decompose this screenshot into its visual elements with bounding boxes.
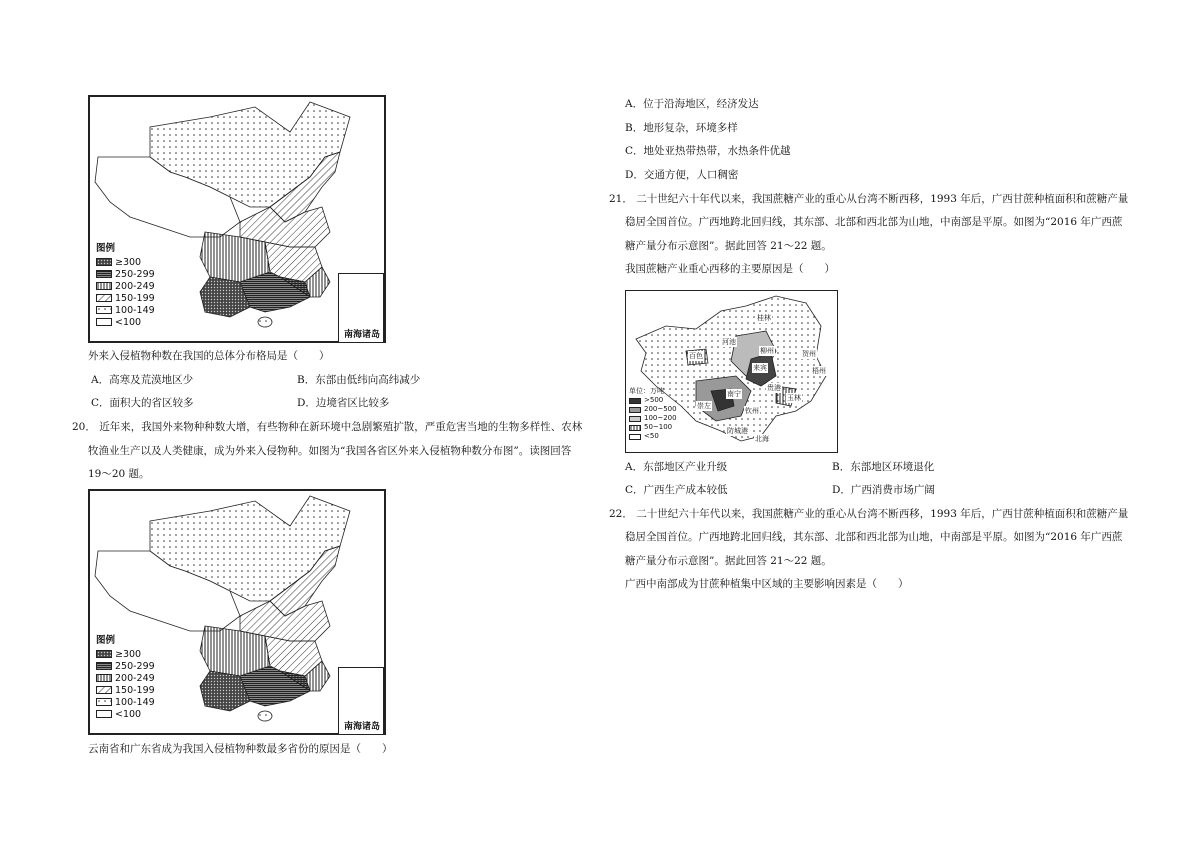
q20-option-b: B．地形复杂，环境多样 bbox=[625, 122, 738, 134]
map2-legend-title: 图例 bbox=[96, 635, 116, 646]
map2-legend bbox=[96, 632, 155, 720]
city-label: 玉林 bbox=[787, 394, 801, 402]
legend-item bbox=[96, 708, 155, 720]
city-label: 防城港 bbox=[727, 427, 748, 435]
legend-item bbox=[96, 660, 155, 672]
legend-label: <50 bbox=[644, 432, 659, 440]
q21-option-a: A．东部地区产业升级 bbox=[625, 461, 728, 473]
q20-stem-line3: 19～20 题。 bbox=[88, 468, 150, 480]
city-label: 北海 bbox=[755, 435, 769, 443]
city-label: 崇左 bbox=[697, 402, 711, 410]
q19-option-a: A．高寒及荒漠地区少 bbox=[91, 374, 194, 386]
q21-question: 我国蔗糖产业重心西移的主要原因是（ ） bbox=[625, 263, 835, 275]
q19-option-b: B．东部由低纬向高纬减少 bbox=[297, 374, 421, 386]
city-label: 南宁 bbox=[727, 390, 741, 398]
legend-item bbox=[629, 414, 677, 423]
city-label: 柳州 bbox=[760, 347, 774, 355]
legend-item bbox=[96, 316, 155, 328]
legend-item bbox=[96, 672, 155, 684]
q21-option-d: D．广西消费市场广阔 bbox=[832, 484, 935, 496]
china-invasive-species-map bbox=[88, 95, 386, 343]
legend-label: <100 bbox=[115, 708, 142, 720]
legend-item bbox=[96, 648, 155, 660]
legend-label: ≥300 bbox=[115, 648, 142, 660]
legend-item bbox=[96, 292, 155, 304]
south-sea-islands-inset bbox=[338, 667, 384, 735]
china-invasive-species-map-2 bbox=[88, 489, 386, 735]
q19-option-d: D．边境省区比较多 bbox=[297, 397, 390, 409]
city-label: 桂林 bbox=[757, 314, 771, 322]
city-label: 来宾 bbox=[753, 364, 767, 372]
gx-legend bbox=[629, 387, 677, 441]
legend-label: 200-249 bbox=[115, 280, 155, 292]
legend-label: ≥300 bbox=[115, 256, 142, 268]
legend-label: 150-199 bbox=[115, 292, 155, 304]
legend-label: 250-299 bbox=[115, 268, 155, 280]
q21-option-b: B．东部地区环境退化 bbox=[832, 461, 935, 473]
q19-option-c: C．面积大的省区较多 bbox=[91, 397, 194, 409]
legend-label: 100-149 bbox=[115, 304, 155, 316]
city-label: 百色 bbox=[689, 352, 703, 360]
legend-label: 100-149 bbox=[115, 696, 155, 708]
q22-question: 广西中南部成为甘蔗种植集中区域的主要影响因素是（ ） bbox=[625, 578, 909, 590]
legend-item bbox=[96, 256, 155, 268]
legend-item bbox=[629, 432, 677, 441]
legend-label: <100 bbox=[115, 316, 142, 328]
q20-option-c: C．地处亚热带热带，水热条件优越 bbox=[625, 145, 791, 157]
q20-stem-line1: 20． 近年来，我国外来物种种数大增，有些物种在新环境中急剧繁殖扩散，严重危害当地的生物多样性、农林 bbox=[72, 421, 583, 433]
legend-label: >500 bbox=[644, 396, 664, 404]
q22-stem-line3: 糖产量分布示意图”。据此回答 21～22 题。 bbox=[625, 555, 832, 567]
city-label: 河池 bbox=[722, 338, 736, 346]
south-sea-islands-inset bbox=[338, 273, 384, 343]
q21-stem-line1: 21． 二十世纪六十年代以来，我国蔗糖产业的重心从台湾不断西移，1993 年后，广西甘蔗种植面积和蔗糖产量 bbox=[609, 193, 1129, 205]
q19-question: 外来入侵植物种数在我国的总体分布格局是（ ） bbox=[88, 350, 330, 362]
legend-item bbox=[629, 405, 677, 414]
guangxi-sugar-map bbox=[625, 290, 838, 453]
q20-question: 云南省和广东省成为我国入侵植物种数最多省份的原因是（ ） bbox=[88, 743, 393, 755]
legend-item bbox=[629, 396, 677, 405]
q20-stem-line2: 牧渔业生产以及人类健康，成为外来入侵物种。如图为“我国各省区外来入侵植物种数分布图”。读图回答 bbox=[88, 445, 572, 457]
inset-label: 南海诸岛 bbox=[343, 330, 380, 340]
legend-label: 50~100 bbox=[644, 423, 673, 431]
legend-label: 100~200 bbox=[644, 414, 677, 422]
q21-stem-line2: 稳居全国首位。广西地跨北回归线，其东部、北部和西北部为山地，中南部是平原。如图为“2016 年广西蔗 bbox=[625, 216, 1123, 228]
legend-label: 250-299 bbox=[115, 660, 155, 672]
city-label: 梧州 bbox=[812, 367, 826, 375]
legend-item bbox=[96, 304, 155, 316]
legend-label: 200~500 bbox=[644, 405, 677, 413]
legend-item bbox=[629, 423, 677, 432]
q20-option-d: D．交通方便，人口稠密 bbox=[625, 169, 739, 181]
q22-stem-line2: 稳居全国首位。广西地跨北回归线，其东部、北部和西北部为山地，中南部是平原。如图为“2016 年广西蔗 bbox=[625, 531, 1123, 543]
legend-item bbox=[96, 684, 155, 696]
q22-stem-line1: 22． 二十世纪六十年代以来，我国蔗糖产业的重心从台湾不断西移，1993 年后，广西甘蔗种植面积和蔗糖产量 bbox=[609, 508, 1129, 520]
map1-legend-title: 图例 bbox=[96, 243, 116, 254]
q21-option-c: C．广西生产成本较低 bbox=[625, 484, 728, 496]
city-label: 钦州 bbox=[745, 407, 759, 415]
legend-label: 150-199 bbox=[115, 684, 155, 696]
legend-item bbox=[96, 280, 155, 292]
city-label: 贺州 bbox=[802, 350, 816, 358]
q21-stem-line3: 糖产量分布示意图”。据此回答 21～22 题。 bbox=[625, 240, 832, 252]
legend-label: 200-249 bbox=[115, 672, 155, 684]
map1-legend bbox=[96, 240, 155, 328]
inset-label: 南海诸岛 bbox=[343, 722, 380, 732]
city-label: 贵港 bbox=[767, 384, 781, 392]
legend-item bbox=[96, 696, 155, 708]
q20-option-a: A．位于沿海地区，经济发达 bbox=[625, 98, 759, 110]
legend-item bbox=[96, 268, 155, 280]
gx-legend-title: 单位：万吨 bbox=[629, 387, 664, 395]
